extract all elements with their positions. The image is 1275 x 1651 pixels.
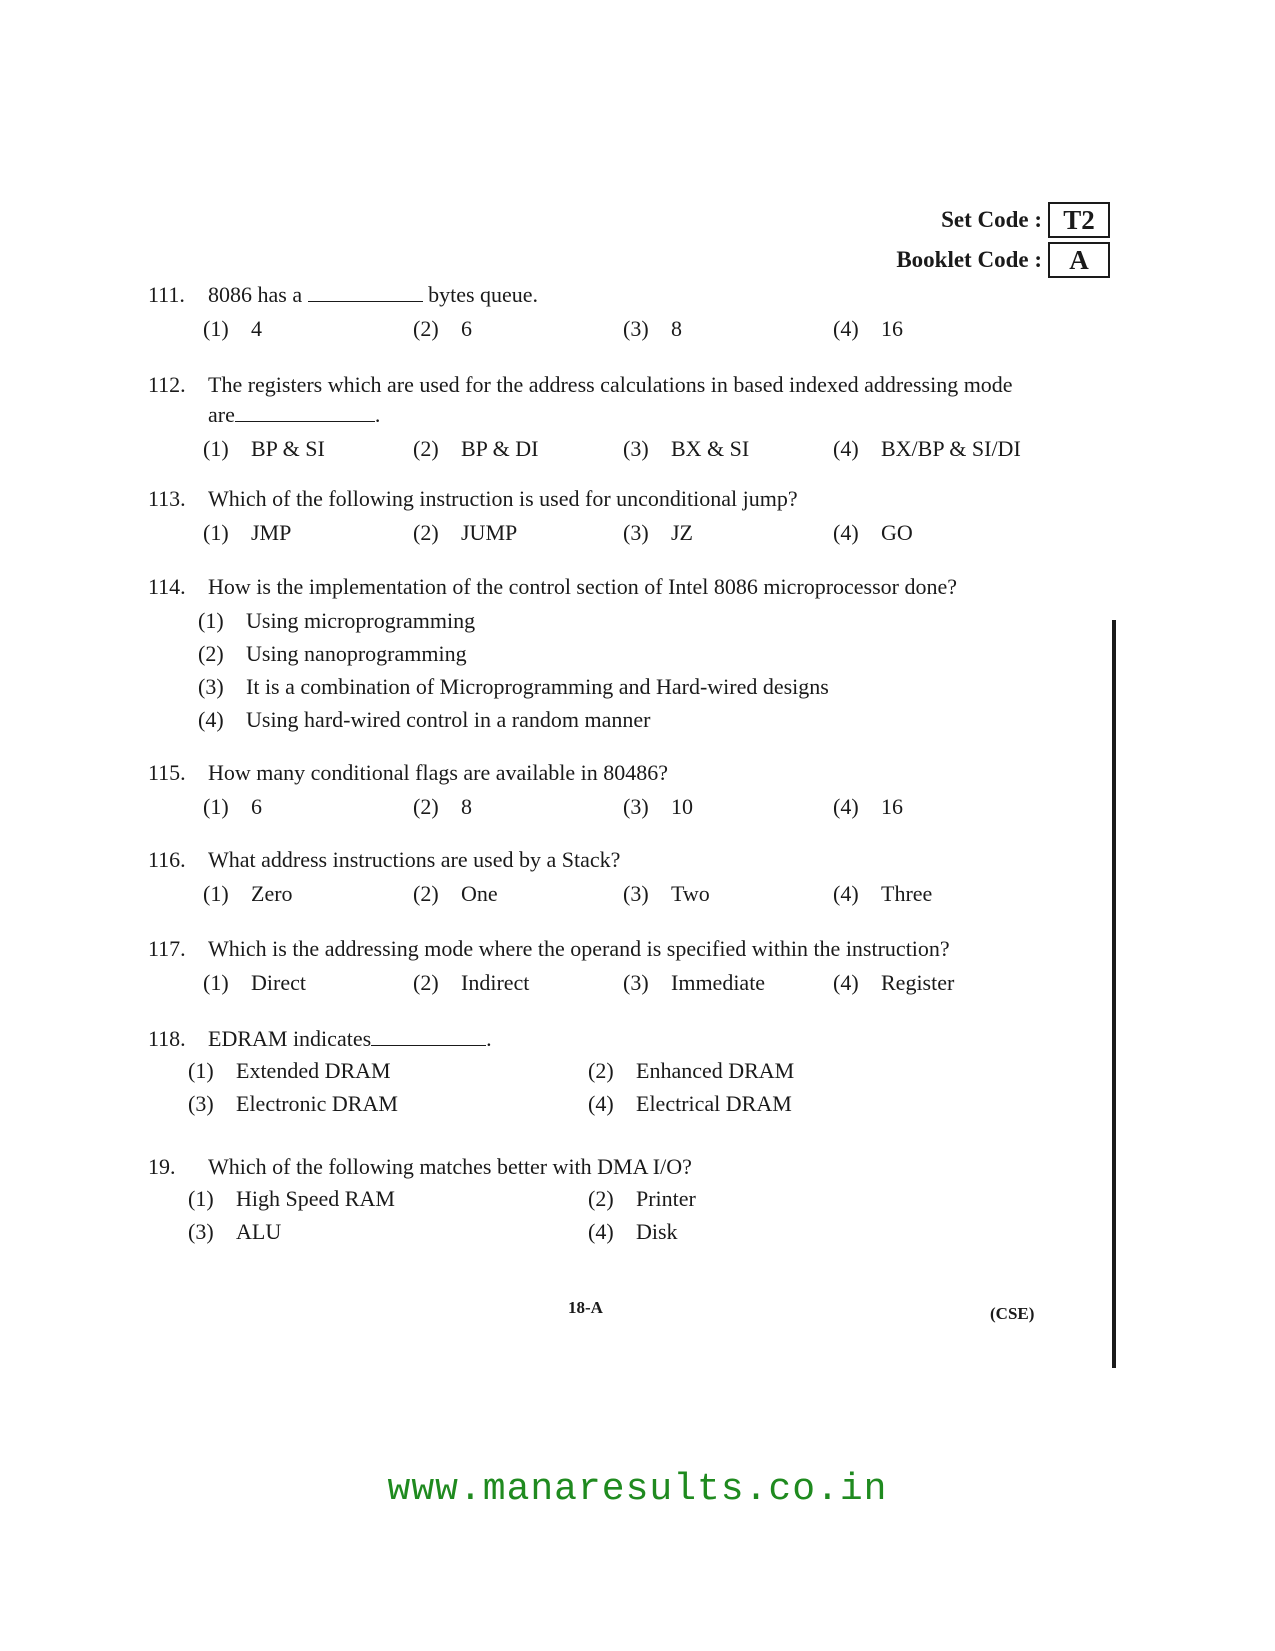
scan-edge-line [1112,620,1116,1368]
question-text-after: bytes queue. [428,282,539,307]
page-number: 18-A [568,1298,603,1317]
booklet-code-row [896,240,1110,280]
question-stem [148,758,1108,788]
options [188,1184,1108,1247]
option-text: Direct [251,970,306,995]
option-text: Using hard-wired control in a random manner [246,706,651,732]
option-1 [203,518,413,548]
question-number: 118. [148,1026,186,1051]
options [203,518,1108,548]
answer-blank [308,281,423,302]
question-text [208,370,1108,430]
option-number: (2) [413,794,439,819]
website-watermark[interactable]: www.manaresults.co.in [387,1468,888,1511]
booklet-code-value: A [1048,242,1110,278]
option-text: Two [671,881,710,906]
question-text: Which of the following instruction is used for unconditional jump? [208,486,798,511]
option-text: Immediate [671,970,766,995]
option-2 [198,637,1108,670]
option-text: Indirect [461,970,530,995]
option-text: GO [881,520,913,545]
option-text: 16 [881,316,903,341]
option-number: (4) [833,520,859,545]
option-text: High Speed RAM [236,1186,395,1211]
option-number: (1) [203,881,229,906]
option-number: (4) [833,316,859,341]
option-2 [413,314,623,344]
option-text: 6 [251,794,262,819]
option-text: Three [881,881,933,906]
options [203,314,1108,344]
question-115 [148,758,1108,822]
question-111 [148,280,1108,344]
option-text: 8 [671,316,682,341]
option-number: (4) [198,706,224,732]
question-number: 112. [148,372,186,397]
option-number: (3) [188,1091,214,1116]
option-2 [413,968,623,998]
option-number: (3) [198,673,224,699]
option-number: (1) [203,970,229,995]
option-text: BX/BP & SI/DI [881,436,1021,461]
option-1 [198,604,1108,637]
booklet-code-label: Booklet Code : [896,247,1042,272]
option-number: (1) [203,794,229,819]
option-text: Disk [636,1219,678,1244]
option-number: (1) [203,520,229,545]
answer-blank [235,401,375,422]
option-4 [833,314,1043,344]
option-number: (3) [188,1219,214,1244]
question-text [208,280,1108,310]
option-number: (2) [588,1058,614,1083]
question-number: 111. [148,282,185,307]
option-2 [588,1056,988,1086]
option-number: (2) [413,436,439,461]
department-label: (CSE) [990,1304,1035,1323]
question-112 [148,370,1108,464]
option-text: 16 [881,794,903,819]
option-4 [833,879,1043,909]
question-stem [148,484,1108,514]
question-text-line1: The registers which are used for the address calculations in based indexed addressing mode [208,372,1013,397]
option-number: (1) [188,1058,214,1083]
question-114 [148,572,1108,736]
question-text: Which of the following matches better with DMA I/O? [208,1154,692,1179]
question-number: 115. [148,760,186,785]
question-116 [148,845,1108,909]
option-1 [203,968,413,998]
option-text: 4 [251,316,262,341]
question-stem [148,572,1108,602]
option-number: (4) [833,881,859,906]
question-stem [148,1152,1108,1182]
question-118 [148,1024,1108,1119]
option-text: BX & SI [671,436,750,461]
option-3 [188,1089,588,1119]
option-number: (1) [198,607,224,633]
option-4 [833,518,1043,548]
option-number: (2) [413,520,439,545]
option-text: Using microprogramming [246,607,476,633]
question-stem [148,1024,1108,1054]
option-text: 6 [461,316,472,341]
options [203,968,1108,998]
option-3 [198,670,1108,703]
option-text: 10 [671,794,693,819]
options [198,604,1108,736]
option-number: (2) [588,1186,614,1211]
option-text: Electrical DRAM [636,1091,792,1116]
option-text: Register [881,970,955,995]
option-number: (2) [198,640,224,666]
option-number: (3) [623,794,649,819]
option-number: (1) [203,316,229,341]
option-number: (2) [413,881,439,906]
option-number: (2) [413,316,439,341]
set-code-row [896,200,1110,240]
option-number: (4) [833,794,859,819]
question-text-before: 8086 has a [208,282,303,307]
option-text: JZ [671,520,693,545]
option-2 [413,792,623,822]
question-number: 116. [148,847,186,872]
option-number: (4) [588,1219,614,1244]
question-number: 114. [148,574,186,599]
option-3 [623,518,833,548]
option-3 [623,314,833,344]
set-code-label: Set Code : [941,207,1042,232]
question-117 [148,934,1108,998]
option-1 [188,1056,588,1086]
option-text: Enhanced DRAM [636,1058,795,1083]
option-4 [588,1089,988,1119]
option-4 [198,703,1108,736]
options [203,792,1108,822]
options [203,879,1108,909]
question-stem [148,845,1108,875]
option-text: BP & DI [461,436,539,461]
option-number: (4) [833,436,859,461]
option-4 [833,792,1043,822]
question-text: How is the implementation of the control section of Intel 8086 microprocessor done? [208,574,958,599]
question-113 [148,484,1108,548]
option-1 [203,879,413,909]
options [188,1056,1108,1119]
option-number: (1) [188,1186,214,1211]
option-4 [588,1217,988,1247]
question-stem [148,934,1108,964]
question-text [208,1024,1108,1054]
code-block [896,200,1110,280]
question-text-line2-after: . [374,402,381,427]
option-number: (3) [623,436,649,461]
option-number: (3) [623,881,649,906]
option-4 [833,968,1043,998]
option-3 [623,879,833,909]
option-text: One [461,881,498,906]
question-text-after: . [486,1026,492,1051]
option-number: (4) [588,1091,614,1116]
question-number: 19. [148,1154,176,1179]
option-text: Zero [251,881,293,906]
option-number: (1) [203,436,229,461]
option-1 [203,434,413,464]
option-3 [623,434,833,464]
option-number: (4) [833,970,859,995]
question-text-line2-before: are [208,402,235,427]
option-number: (3) [623,520,649,545]
option-1 [203,314,413,344]
option-text: Using nanoprogramming [246,640,467,666]
option-text: BP & SI [251,436,325,461]
option-text: It is a combination of Microprogramming and Hard-wired designs [246,673,829,699]
question-19 [148,1152,1108,1247]
option-3 [623,968,833,998]
option-text: Electronic DRAM [236,1091,398,1116]
option-3 [188,1217,588,1247]
question-stem [148,370,1108,430]
question-stem [148,280,1108,310]
option-text: JUMP [461,520,518,545]
option-text: 8 [461,794,472,819]
question-text: What address instructions are used by a Stack? [208,847,621,872]
option-text: Extended DRAM [236,1058,391,1083]
option-2 [413,518,623,548]
option-text: Printer [636,1186,696,1211]
option-1 [188,1184,588,1214]
option-2 [413,879,623,909]
option-number: (3) [623,970,649,995]
question-text: Which is the addressing mode where the operand is specified within the instruction? [208,936,950,961]
option-text: JMP [251,520,292,545]
set-code-value: T2 [1048,202,1110,238]
option-text: ALU [236,1219,282,1244]
question-text: How many conditional flags are available in 80486? [208,760,669,785]
question-number: 113. [148,486,186,511]
option-4 [833,434,1043,464]
question-number: 117. [148,936,186,961]
option-2 [588,1184,988,1214]
option-1 [203,792,413,822]
option-number: (3) [623,316,649,341]
option-3 [623,792,833,822]
option-2 [413,434,623,464]
option-number: (2) [413,970,439,995]
options [203,434,1108,464]
question-text-before: EDRAM indicates [208,1026,372,1051]
answer-blank [371,1025,486,1046]
